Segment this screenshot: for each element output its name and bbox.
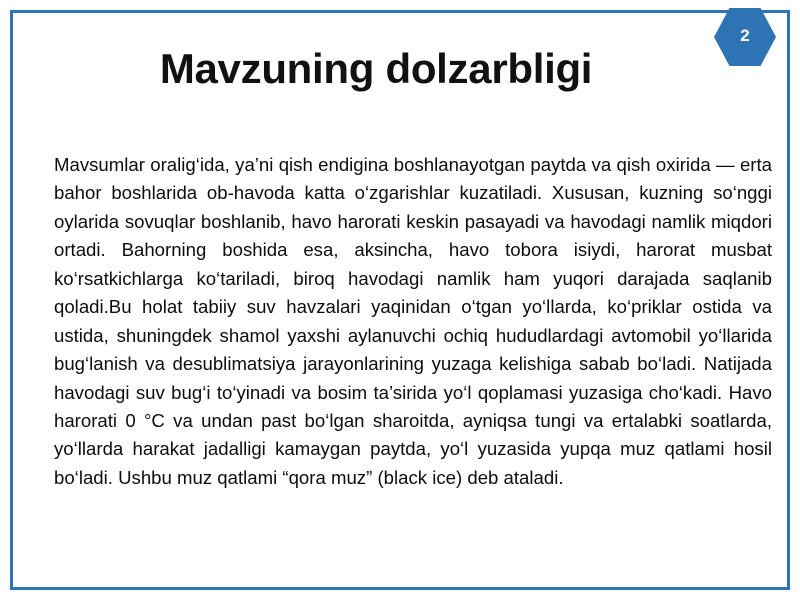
slide-content-area	[16, 16, 784, 584]
slide-number-label: 2	[740, 26, 750, 45]
slide-number-badge	[714, 8, 776, 66]
slide-title: Mavzuning dolzarbligi	[159, 45, 593, 92]
slide-body-text: Mavsumlar oralig‘ida, ya’ni qish endigina boshlanayotgan paytda va qish oxirida — erta bahor boshlarida ob-havoda katta o‘zgarishlar kuzatiladi. Xususan, kuzning so‘nggi oylarida sovuqlar boshlanib, havo harorati keskin pasayadi va havodagi namlik miqdori ortadi. Bahorning boshida esa, aksincha, havo tobora isiydi, harorat musbat ko‘rsatkichlarga ko‘tariladi, biroq havodagi namlik ham yuqori darajada saqlanib qoladi.Bu holat tabiiy suv havzalari yaqinidan o‘tgan yo‘llarda, ko‘priklar ostida va ustida, shuningdek shamol yaxshi aylanuvchi ochiq hududlardagi avtomobil yo‘llarida bug‘lanish va desublimatsiya jarayonlarining yuzaga kelishiga sabab bo‘ladi. Natijada havodagi suv bug‘i to‘yinadi va bosim ta’sirida yo‘l qoplamasi yuzasiga cho‘kadi. Havo harorati 0 °C va undan past bo‘lgan sharoitda, ayniqsa tungi va ertalabki soatlarda, yo‘llarda harakat jadalligi kamaygan paytda, yo‘l yuzasida yupqa muz qatlami hosil bo‘ladi. Ushbu muz qatlami “qora muz” (black ice) deb ataladi.	[54, 154, 778, 488]
